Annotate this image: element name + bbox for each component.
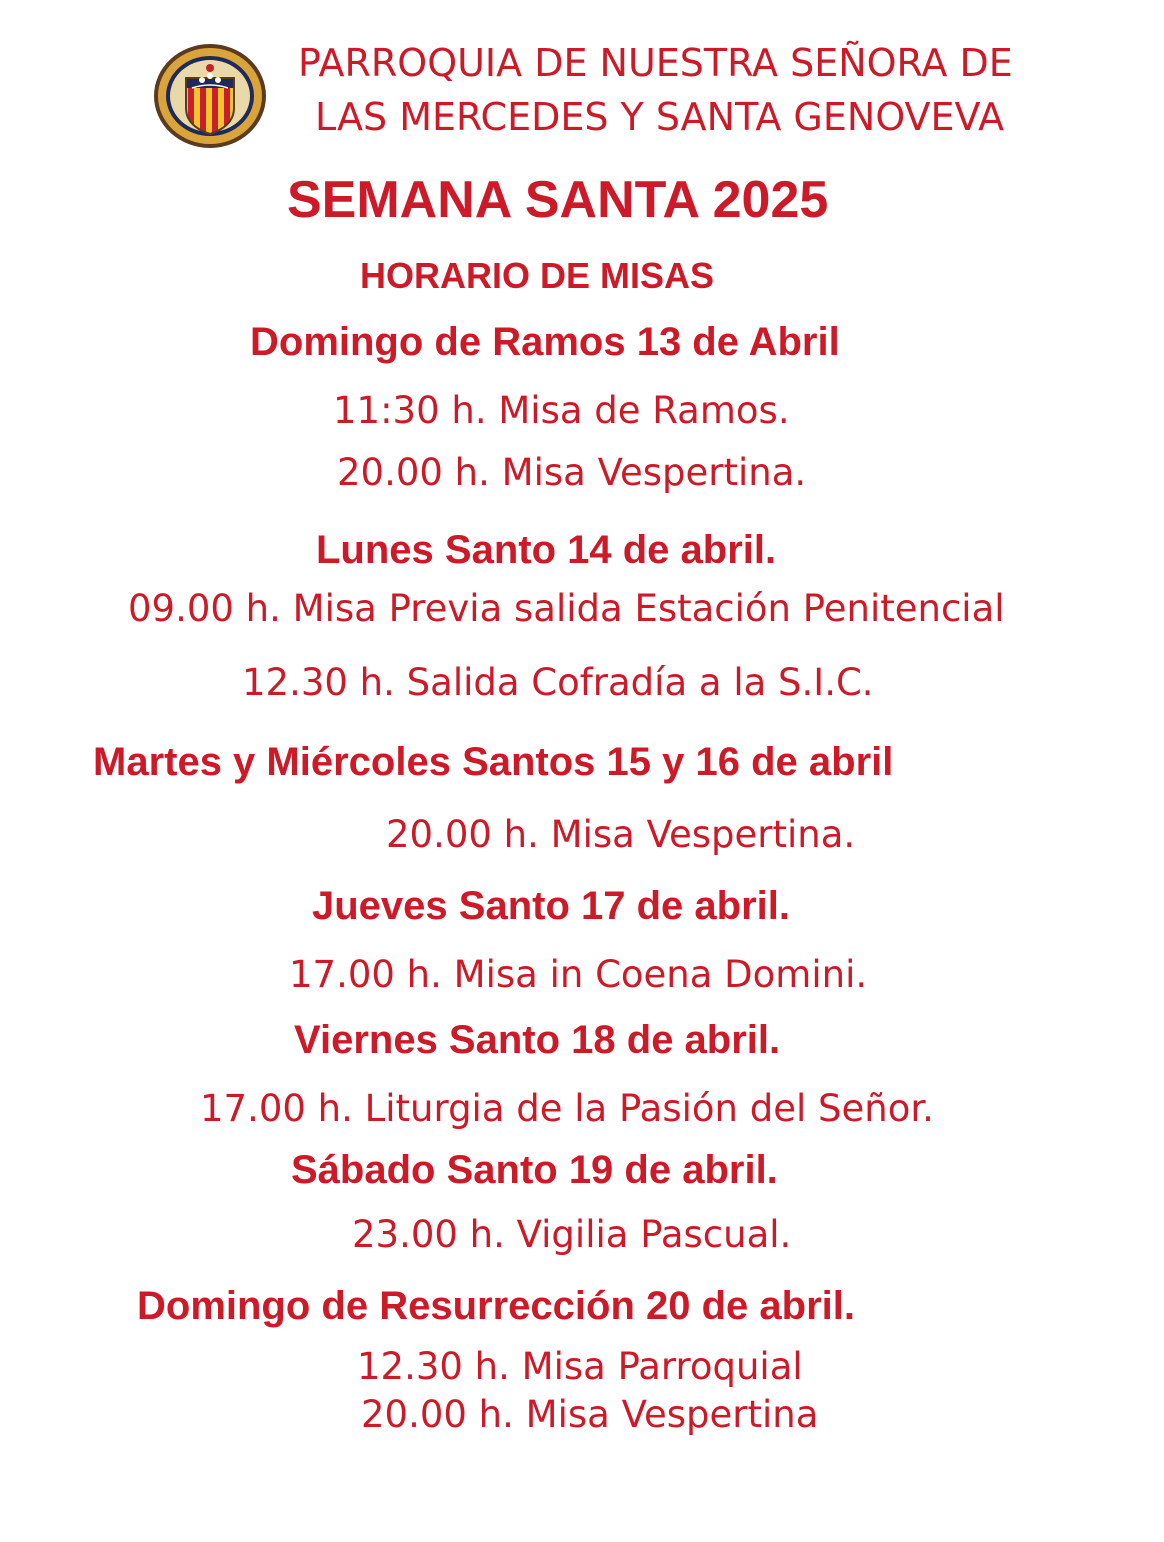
day-heading-jueves-santo: Jueves Santo 17 de abril.	[312, 884, 790, 928]
day-heading-domingo-resurreccion: Domingo de Resurrección 20 de abril.	[137, 1284, 855, 1328]
day-heading-lunes-santo: Lunes Santo 14 de abril.	[316, 528, 777, 572]
mass-item: 20.00 h. Misa Vespertina.	[337, 451, 807, 494]
mass-item: 12.30 h. Misa Parroquial	[357, 1345, 803, 1388]
mass-item: 20.00 h. Misa Vespertina.	[386, 813, 856, 856]
day-heading-sabado-santo: Sábado Santo 19 de abril.	[291, 1148, 778, 1192]
parish-name-line-2: LAS MERCEDES Y SANTA GENOVEVA	[315, 95, 1005, 139]
parish-name-line-1: PARROQUIA DE NUESTRA SEÑORA DE	[298, 41, 1013, 85]
day-heading-viernes-santo: Viernes Santo 18 de abril.	[294, 1018, 781, 1062]
page-subtitle: HORARIO DE MISAS	[360, 255, 715, 296]
day-heading-domingo-ramos: Domingo de Ramos 13 de Abril	[250, 320, 840, 364]
mass-item: 17.00 h. Liturgia de la Pasión del Señor.	[200, 1087, 934, 1130]
mass-item: 12.30 h. Salida Cofradía a la S.I.C.	[242, 661, 874, 704]
mass-item: 23.00 h. Vigilia Pascual.	[352, 1213, 792, 1256]
mass-item: 11:30 h. Misa de Ramos.	[333, 389, 790, 432]
mass-item: 17.00 h. Misa in Coena Domini.	[289, 953, 868, 996]
parish-seal-icon	[152, 42, 268, 150]
day-heading-martes-miercoles: Martes y Miércoles Santos 15 y 16 de abril	[93, 740, 894, 784]
mass-item: 09.00 h. Misa Previa salida Estación Penitencial	[128, 587, 1005, 630]
page-title: SEMANA SANTA 2025	[287, 171, 829, 229]
mass-item: 20.00 h. Misa Vespertina	[361, 1393, 819, 1436]
